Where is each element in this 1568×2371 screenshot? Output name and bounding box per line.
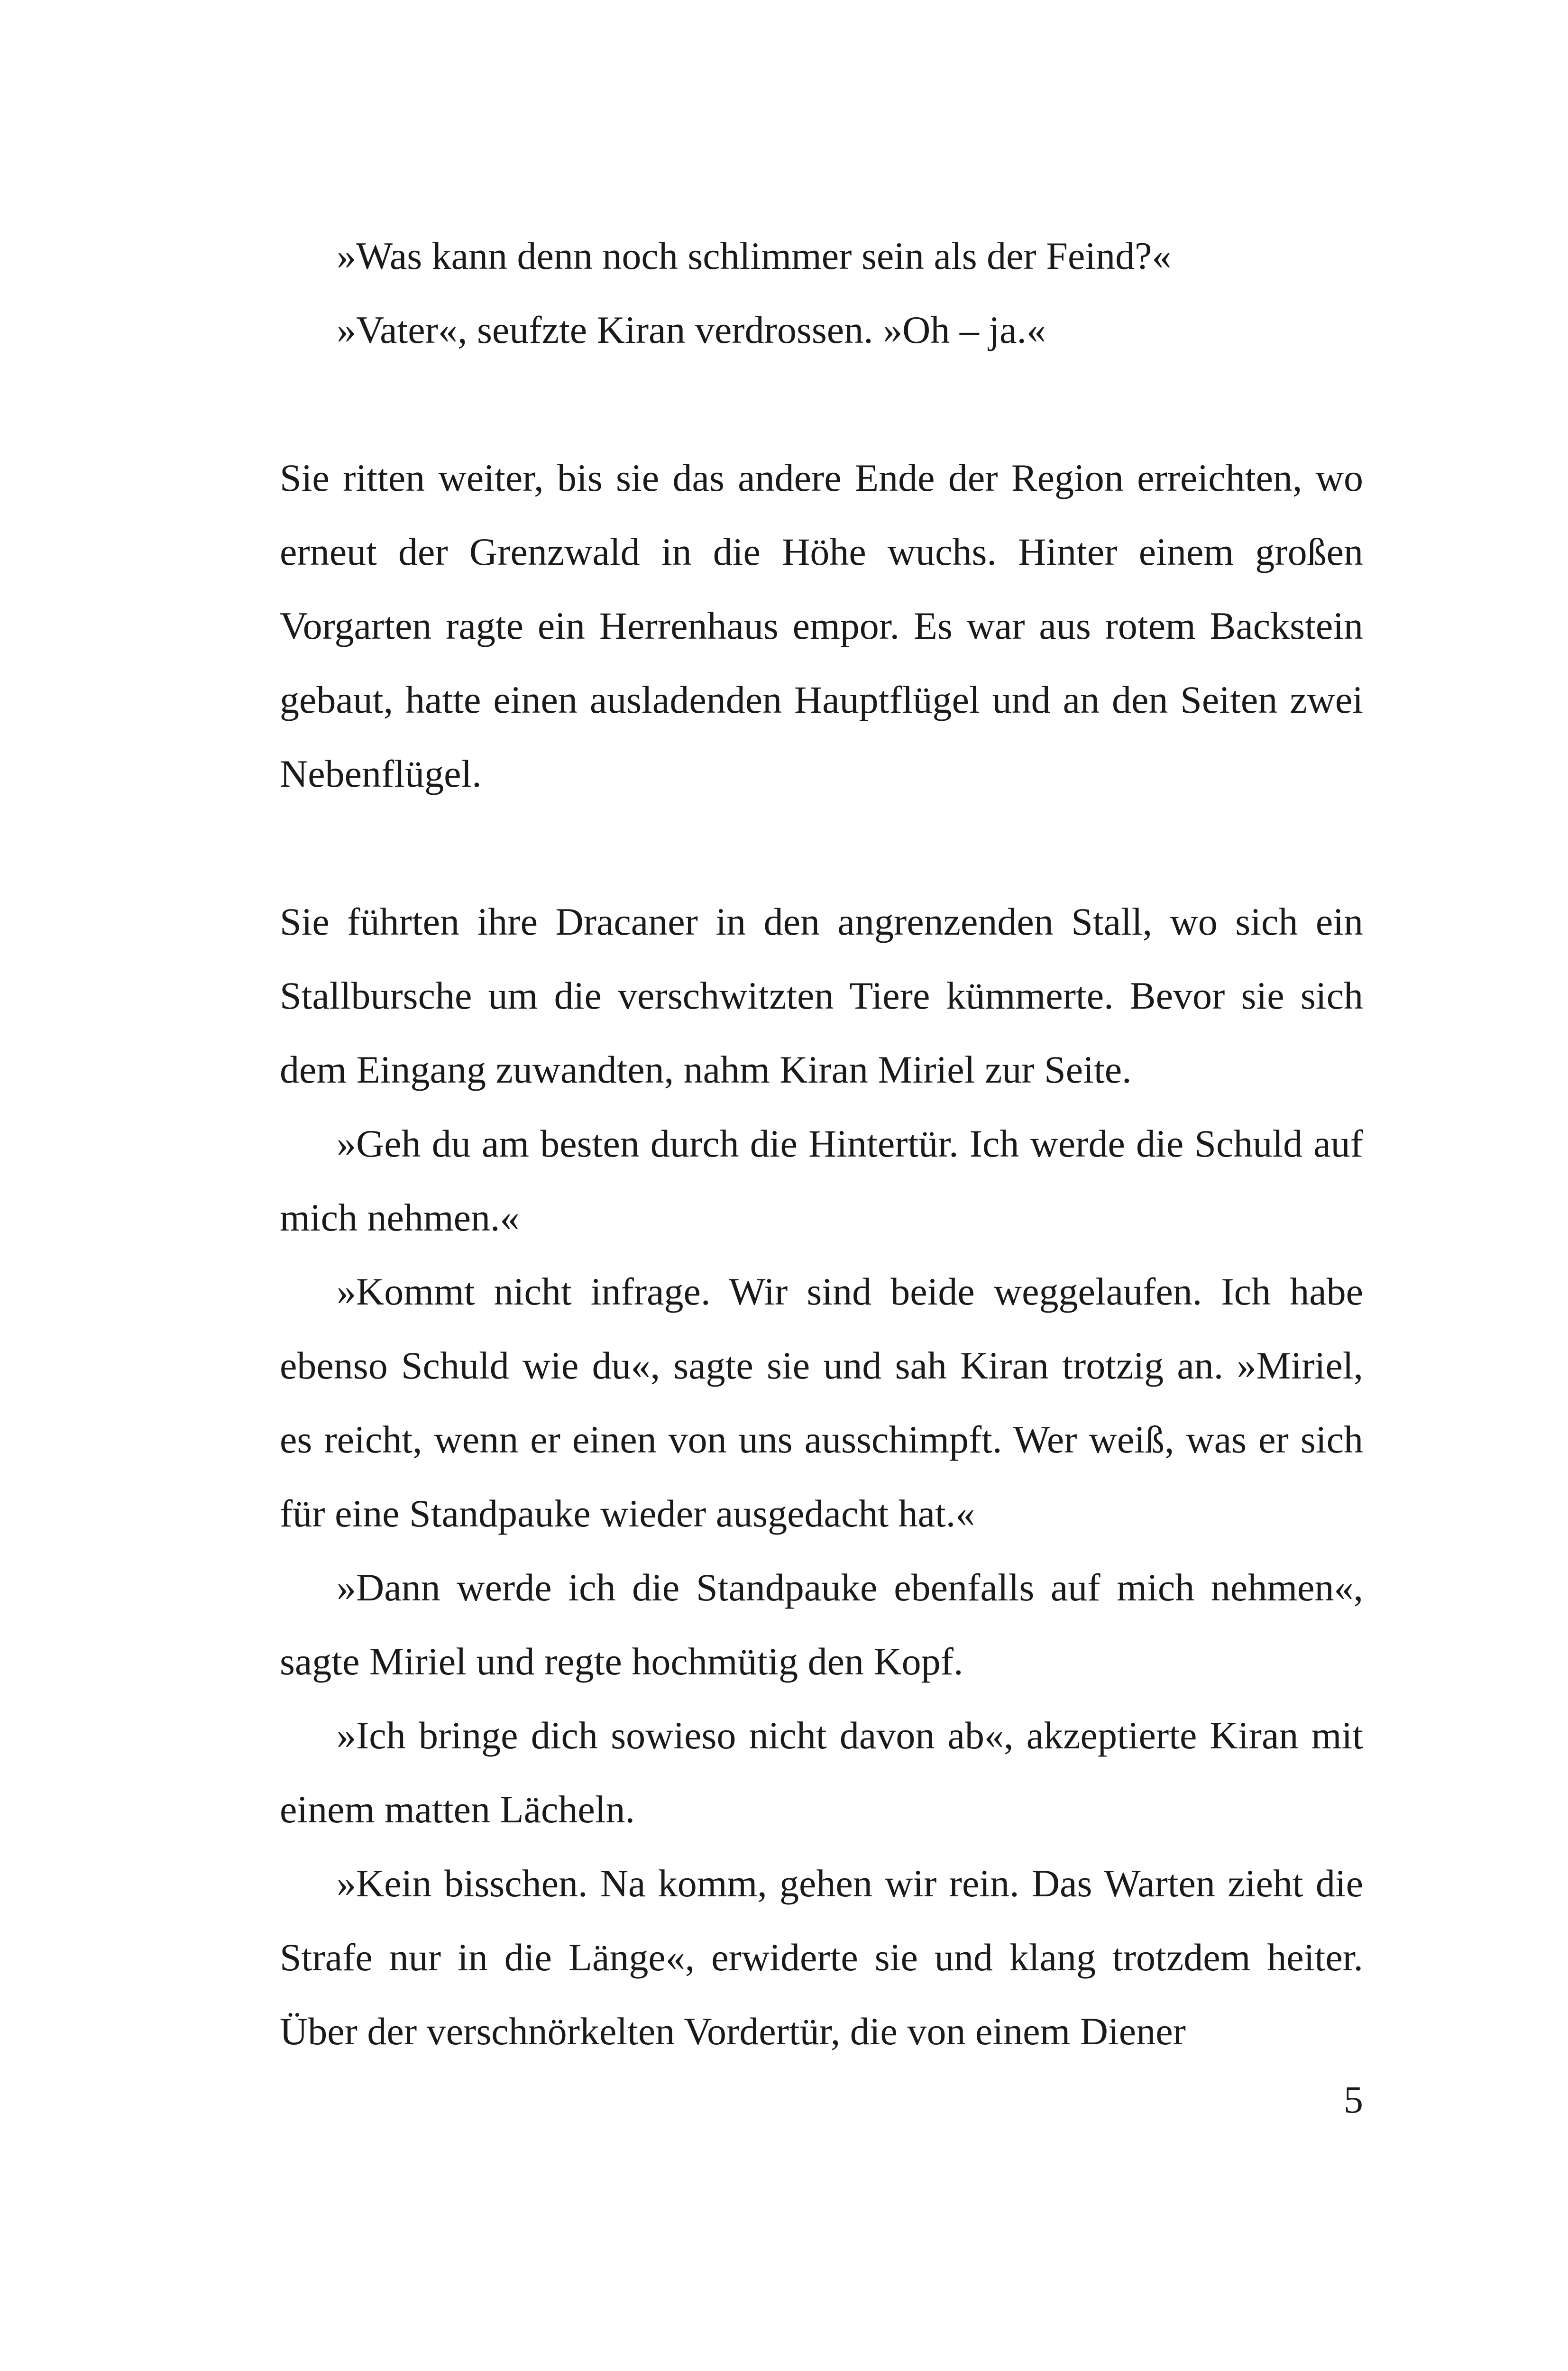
paragraph-schuld: »Kommt nicht infrage. Wir sind beide weggelaufen. Ich habe ebenso Schuld wie du«, sagte sie und sah Kiran trotzig an. »Miriel, es reicht, wenn er einen von uns ausschimpft. Wer weiß, was er sich für eine Standpauke wieder ausgedacht hat.« [280,1270,1363,1535]
paragraph-standpauke: »Dann werde ich die Standpauke ebenfalls auf mich nehmen«, sagte Miriel und regte hochmütig den Kopf. [280,1566,1363,1683]
paragraph-hintertuer: »Geh du am besten durch die Hintertür. Ich werde die Schuld auf mich nehmen.« [280,1122,1363,1239]
paragraph-dialogue-feind: »Was kann denn noch schlimmer sein als der Feind?« [337,234,1172,277]
paragraph-herrenhaus: Sie ritten weiter, bis sie das andere Ende der Region erreichten, wo erneut der Grenzwald in die Höhe wuchs. Hinter einem großen Vorgarten ragte ein Herrenhaus empor. Es war aus rotem Backstein gebaut, hatte einen ausladenden Hauptflügel und an den Seiten zwei Nebenflügel. [280,456,1363,795]
body-text [280,219,1363,2068]
paragraph-warten: »Kein bisschen. Na komm, gehen wir rein. Das Warten zieht die Strafe nur in die Länge«, erwiderte sie und klang trotzdem heiter. Über der verschnörkelten Vordertür, die von einem Diener [280,1862,1363,2053]
page-number: 5 [1344,2078,1363,2121]
paragraph-stall: Sie führten ihre Dracaner in den angrenzenden Stall, wo sich ein Stallbursche um die verschwitzten Tiere kümmerte. Bevor sie sich dem Eingang zuwandten, nahm Kiran Miriel zur Seite. [280,900,1363,1091]
paragraph-laecheln: »Ich bringe dich sowieso nicht davon ab«, akzeptierte Kiran mit einem matten Lächeln. [280,1714,1363,1831]
paragraph-dialogue-vater: »Vater«, seufzte Kiran verdrossen. »Oh – ja.« [337,308,1046,351]
